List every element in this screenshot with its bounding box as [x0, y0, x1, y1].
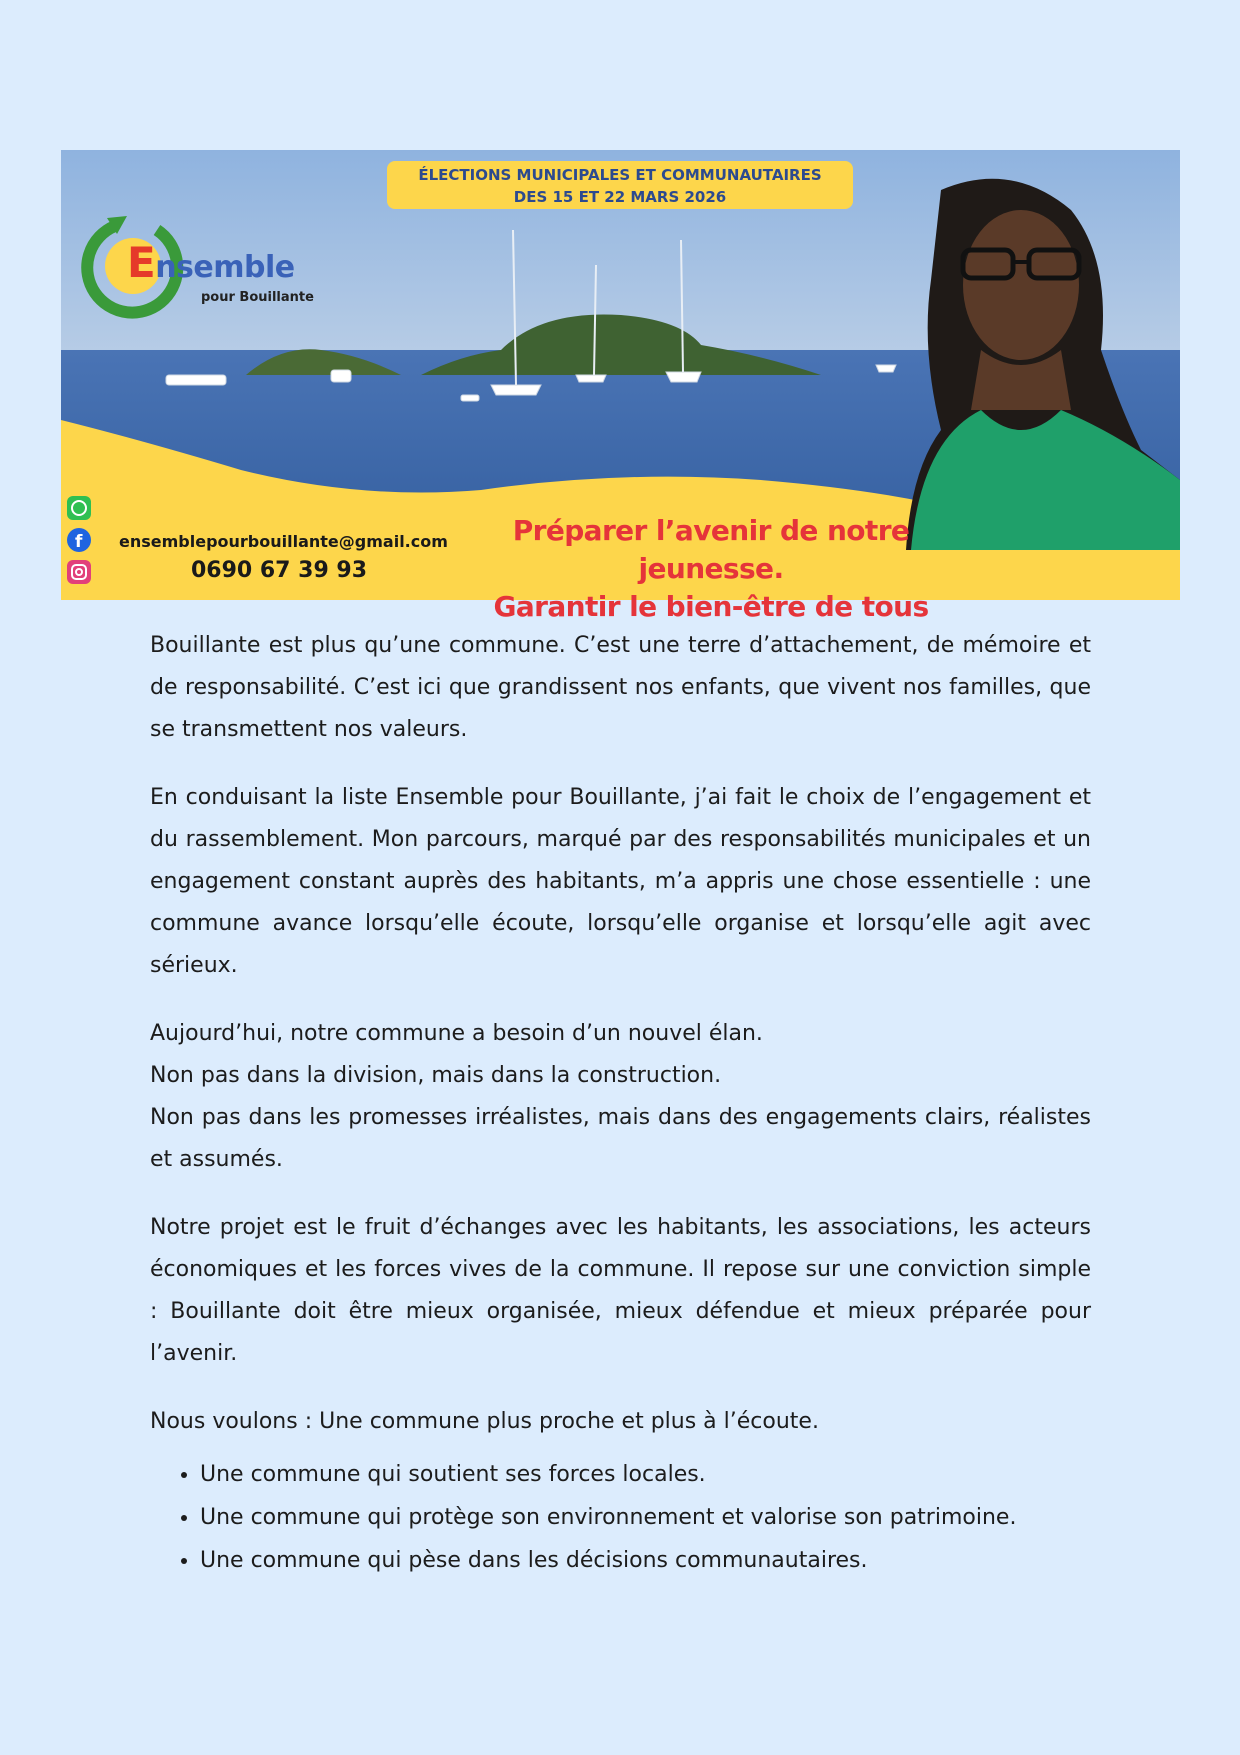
slogan-line-2: Garantir le bien-être de tous: [493, 590, 929, 623]
paragraph-nous-voulons: Nous voulons : Une commune plus proche et plus à l’écoute.: [150, 1409, 819, 1434]
paragraph-intro: Bouillante est plus qu’une commune. C’est une terre d’attachement, de mémoire et de responsabilité. C’est ici que grandissent nos enfants, que vivent nos familles, que se transmettent nos valeurs.: [150, 633, 1091, 742]
paragraph-elan-line-3: Non pas dans les promesses irréalistes, mais dans des engagements clairs, réalistes et assumés.: [150, 1105, 1091, 1172]
logo-wordmark: Ensemble: [127, 238, 295, 287]
contact-email[interactable]: ensemblepourbouillante@gmail.com: [119, 532, 448, 551]
whatsapp-icon[interactable]: [67, 496, 91, 520]
logo-subtitle: pour Bouillante: [201, 290, 314, 305]
list-item: • Une commune qui pèse dans les décisions communautaires.: [200, 1539, 1091, 1582]
campaign-slogan: [461, 512, 961, 626]
slogan-line-1: Préparer l’avenir de notre jeunesse.: [512, 514, 910, 585]
campaign-banner: [61, 150, 1180, 623]
paragraph-elan-line-1: Aujourd’hui, notre commune a besoin d’un nouvel élan.: [150, 1021, 763, 1046]
election-dates-badge: [387, 161, 853, 209]
letter-body: [150, 625, 1091, 1582]
election-dates: DES 15 ET 22 MARS 2026: [513, 188, 727, 206]
paragraph-elan-line-2: Non pas dans la division, mais dans la construction.: [150, 1063, 722, 1088]
paragraph-projet: Notre projet est le fruit d’échanges avec les habitants, les associations, les acteurs économiques et les forces vives de la commune. Il repose sur une conviction simple : Bouillante doit être mieux organisée, mieux défendue et mieux préparée pour l’avenir.: [150, 1215, 1091, 1366]
list-item: • Une commune qui soutient ses forces locales.: [200, 1453, 1091, 1496]
paragraph-engagement: En conduisant la liste Ensemble pour Bouillante, j’ai fait le choix de l’engagement et du rassemblement. Mon parcours, marqué par des responsabilités municipales et un engagement constant auprès des habitants, m’a appris une chose essentielle : une commune avance lorsqu’elle écoute, lorsqu’elle organise et lorsqu’elle agit avec sérieux.: [150, 785, 1091, 978]
election-title: ÉLECTIONS MUNICIPALES ET COMMUNAUTAIRES: [418, 166, 822, 184]
facebook-icon[interactable]: [67, 528, 91, 552]
instagram-icon[interactable]: [67, 560, 91, 584]
list-item: • Une commune qui protège son environnement et valorise son patrimoine.: [200, 1496, 1091, 1539]
contact-phone[interactable]: 0690 67 39 93: [190, 558, 368, 583]
goals-list: [150, 1453, 1091, 1582]
ensemble-logo: [85, 208, 315, 318]
svg-text:f: f: [75, 532, 83, 552]
